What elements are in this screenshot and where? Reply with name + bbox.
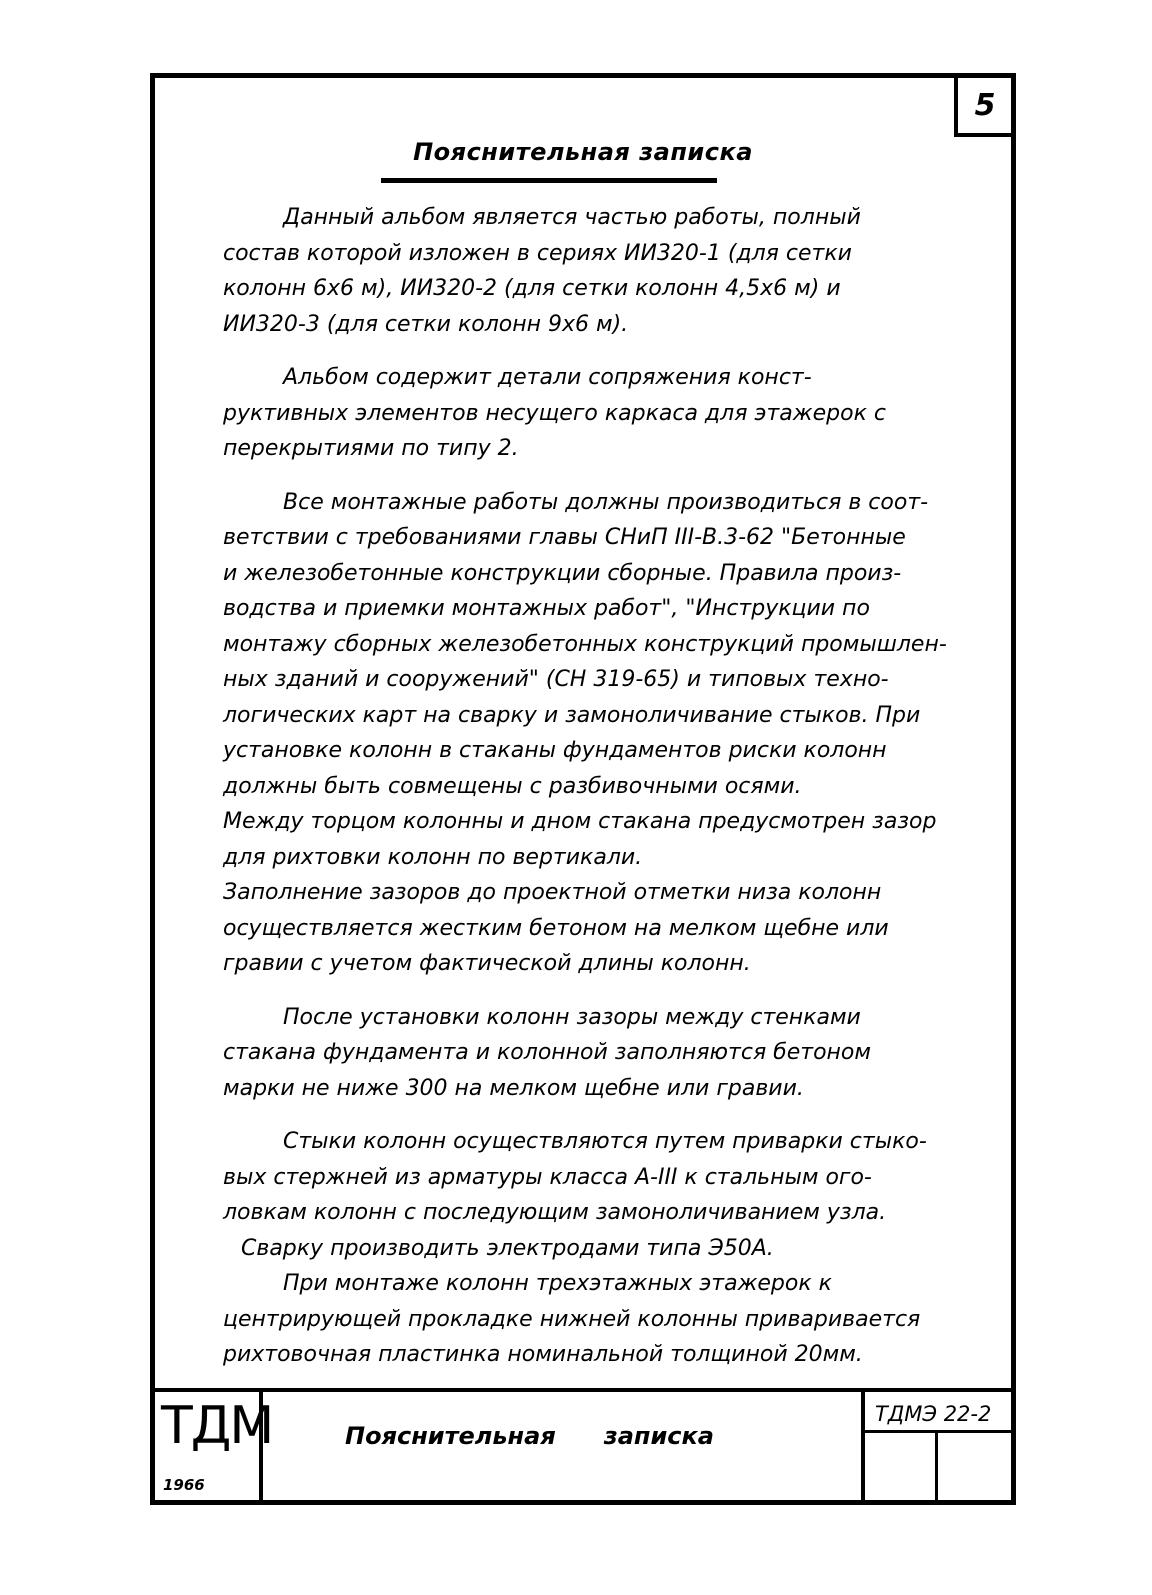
text-line: Альбом содержит детали сопряжения конст- <box>283 365 812 390</box>
text-line: перекрытиями по типу 2. <box>223 436 519 461</box>
text-line: Заполнение зазоров до проектной отметки низа колонн <box>223 880 882 905</box>
title-block-title <box>345 1422 714 1450</box>
document-code: ТДМЭ 22-2 <box>875 1402 992 1426</box>
organization-logo: ТДМ <box>161 1396 273 1456</box>
paragraph-3 <box>223 485 993 982</box>
logo-cell <box>155 1392 273 1500</box>
title-underline <box>381 178 717 183</box>
text-line: рихтовочная пластинка номинальной толщиной 20мм. <box>223 1342 863 1367</box>
page-number: 5 <box>974 87 996 123</box>
code-divider <box>865 1430 1011 1433</box>
year-label: 1966 <box>163 1476 205 1494</box>
text-line: стакана фундамента и колонной заполняются бетоном <box>223 1040 871 1065</box>
text-line: осуществляется жестким бетоном на мелком щебне или <box>223 915 889 941</box>
paragraph-7 <box>223 1266 993 1373</box>
text-line: марки не ниже 300 на мелком щебне или гравии. <box>223 1075 804 1101</box>
paragraph-6 <box>223 1231 993 1267</box>
text-line: руктивных элементов несущего каркаса для этажерок с <box>223 400 886 426</box>
paragraph-2 <box>223 360 993 467</box>
body-text <box>223 200 993 1391</box>
text-line: установке колонн в стаканы фундаментов риски колонн <box>223 738 887 763</box>
text-line: вых стержней из арматуры класса А-III к стальным ого- <box>223 1164 872 1190</box>
text-line: гравии с учетом фактической длины колонн. <box>223 951 751 976</box>
text-line: и железобетонные конструкции сборные. Правила произ- <box>223 560 902 586</box>
text-line: ветствии с требованиями главы СНиП III-В.3-62 "Бетонные <box>223 525 906 550</box>
text-line: водства и приемки монтажных работ", "Инструкции по <box>223 596 870 621</box>
text-line: После установки колонн зазоры между стенками <box>283 1004 861 1030</box>
paragraph-1 <box>223 200 993 342</box>
title-block <box>155 1388 1011 1500</box>
text-line: Данный альбом является частью работы, полный <box>283 205 861 230</box>
title-block-word-1: Пояснительная <box>345 1422 556 1450</box>
text-line: Все монтажные работы должны производиться в соот- <box>283 489 929 515</box>
text-line: Между торцом колонны и дном стакана предусмотрен зазор <box>223 809 937 834</box>
code-subdivider <box>935 1430 938 1500</box>
text-line: монтажу сборных железобетонных конструкций промышлен- <box>223 631 947 657</box>
text-line: ловкам колонн с последующим замоноличиванием узла. <box>223 1200 887 1225</box>
page-number-box <box>954 73 1016 137</box>
text-line: для рихтовки колонн по вертикали. <box>223 844 643 870</box>
text-line: центрирующей прокладке нижней колонны приваривается <box>223 1306 921 1332</box>
text-line: ИИ320-3 (для сетки колонн 9х6 м). <box>223 311 629 337</box>
text-line: должны быть совмещены с разбивочными осями. <box>223 773 802 799</box>
paragraph-4 <box>223 1000 993 1107</box>
code-cell <box>861 1392 1011 1500</box>
page-title: Пояснительная записка <box>413 138 753 166</box>
text-line: Стыки колонн осуществляются путем приварки стыко- <box>283 1129 927 1154</box>
paragraph-5 <box>223 1124 993 1231</box>
text-line: ных зданий и сооружений" (СН 319-65) и типовых техно- <box>223 667 889 692</box>
text-line: колонн 6х6 м), ИИ320-2 (для сетки колонн 4,5х6 м) и <box>223 276 841 301</box>
text-line: Сварку производить электродами типа Э50А. <box>241 1235 774 1261</box>
drawing-sheet <box>150 73 1016 1505</box>
text-line: При монтаже колонн трехэтажных этажерок к <box>283 1271 832 1296</box>
title-block-word-2: записка <box>603 1422 714 1450</box>
text-line: логических карт на сварку и замоноличивание стыков. При <box>223 702 921 728</box>
text-line: состав которой изложен в сериях ИИ320-1 (для сетки <box>223 240 852 266</box>
